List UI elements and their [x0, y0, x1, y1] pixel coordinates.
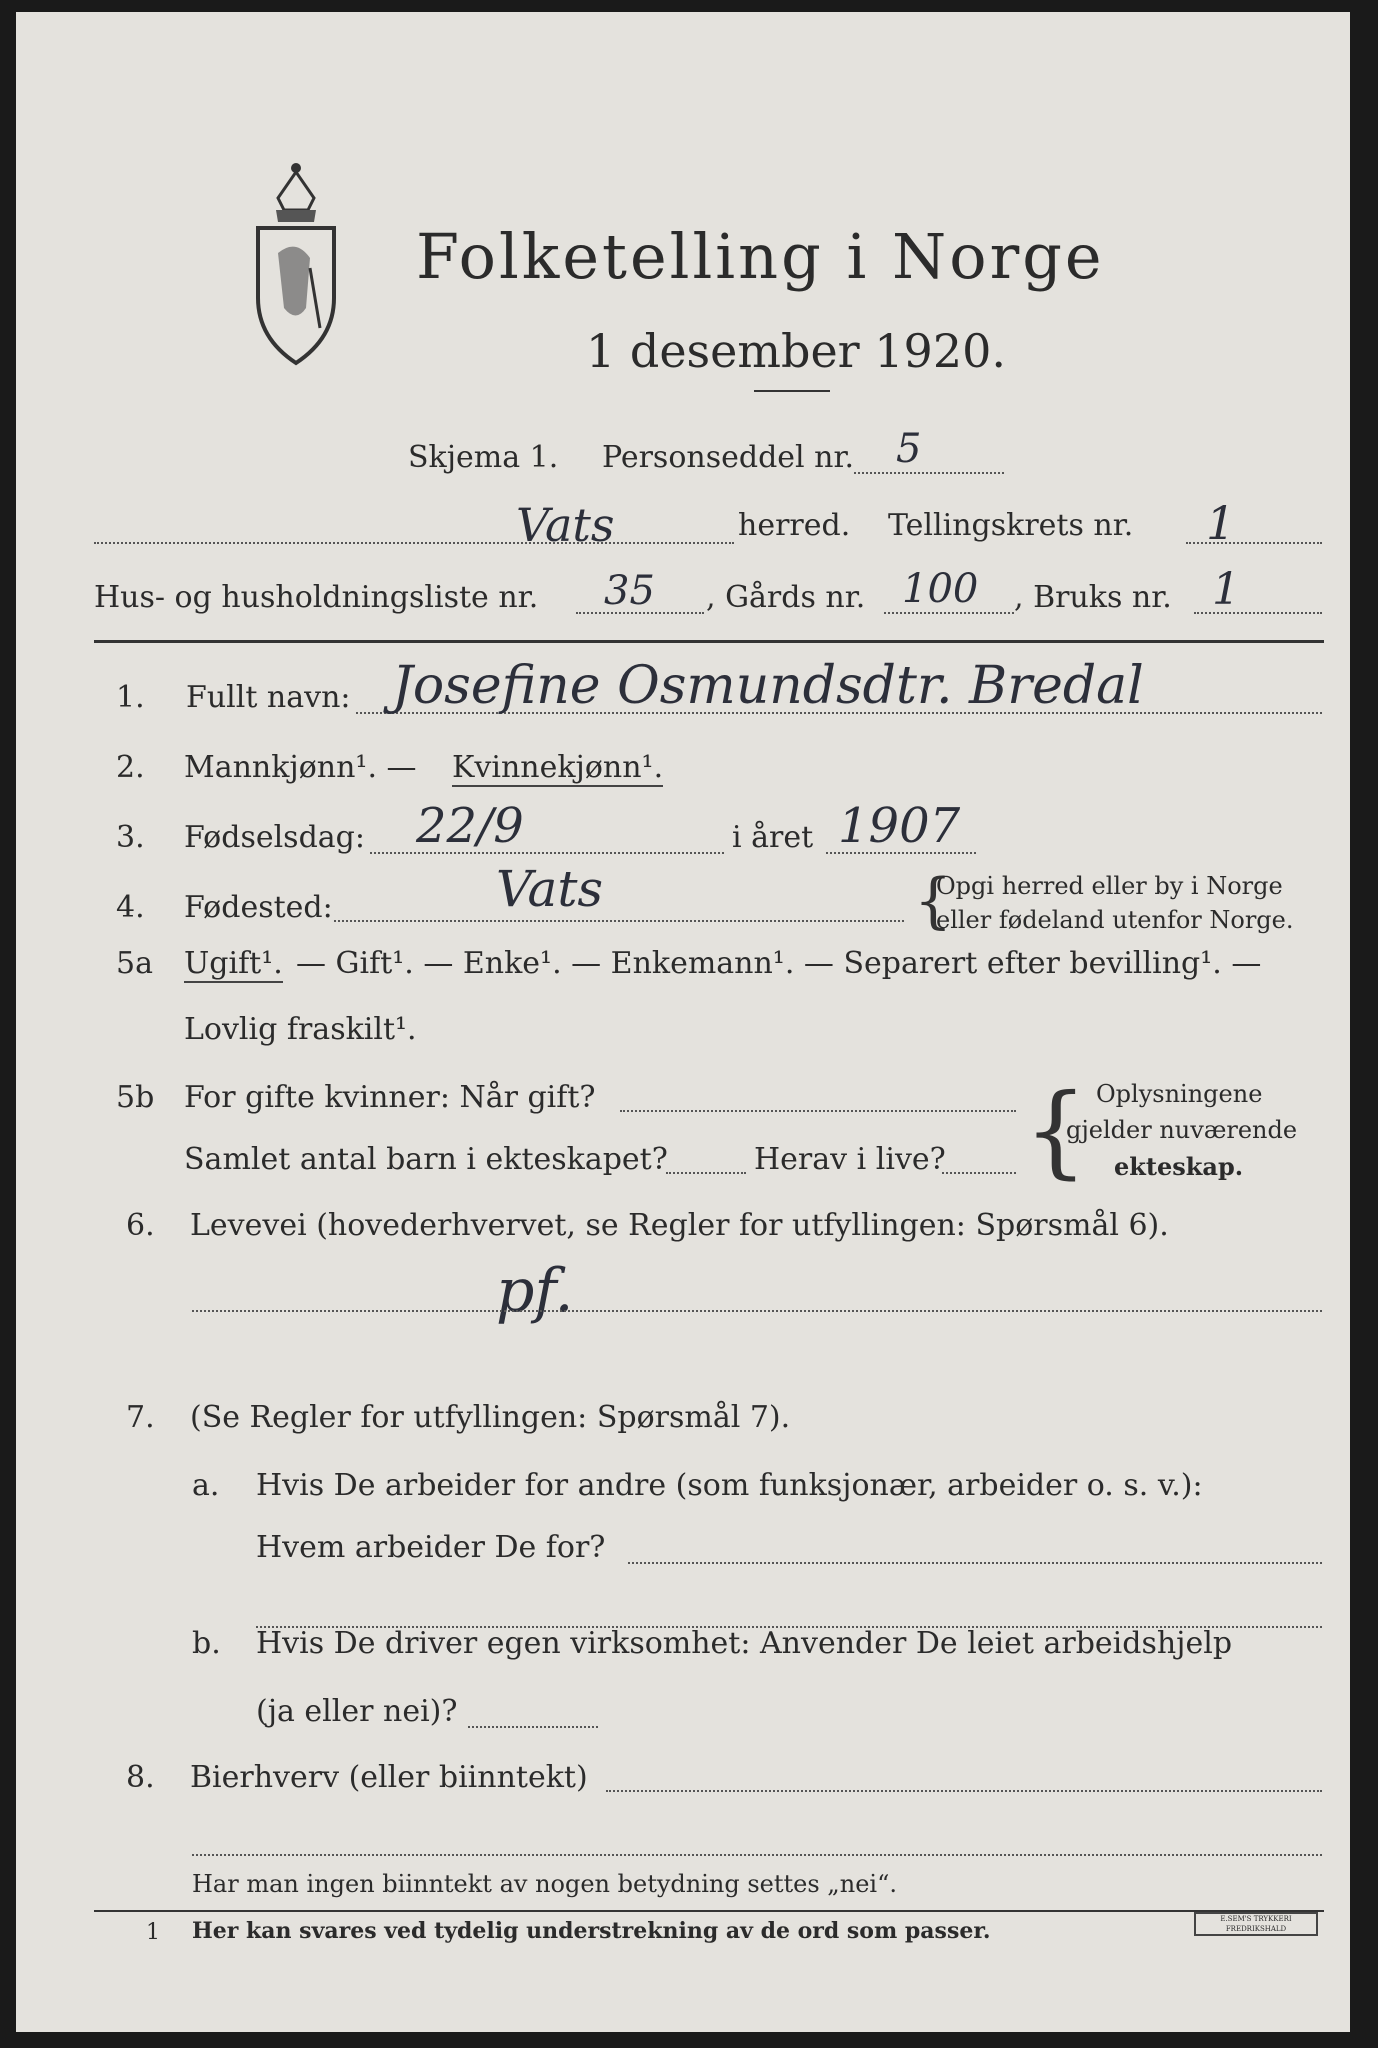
footnote-text: Her kan svares ved tydelig understrekning av de ord som passer.	[192, 1918, 991, 1944]
q5b-note-2: gjelder nuværende	[1066, 1116, 1298, 1144]
birthplace-value: Vats	[496, 860, 604, 918]
gender-male: Mannkjønn¹. —	[184, 750, 417, 785]
q7b-letter: b.	[192, 1626, 221, 1661]
brace-q5b: {	[1024, 1072, 1088, 1189]
herred-label: herred.	[738, 508, 851, 543]
date-underline	[754, 390, 830, 392]
footnote-mark: 1	[146, 1920, 160, 1945]
tellingskrets-value: 1	[1206, 496, 1236, 550]
q4-note-2: eller fødeland utenfor Norge.	[936, 906, 1294, 934]
husliste-label: Hus- og husholdningsliste nr.	[94, 580, 539, 615]
full-name-value: Josefine Osmundsdtr. Bredal	[392, 656, 1144, 716]
q7a-line-2: Hvem arbeider De for?	[256, 1530, 606, 1565]
footnote-divider	[94, 1910, 1324, 1912]
status-options: — Gift¹. — Enke¹. — Enkemann¹. — Separert efter bevilling¹. —	[296, 946, 1262, 981]
q7b-line-2: (ja eller nei)?	[256, 1694, 458, 1729]
q7b-line-1: Hvis De driver egen virksomhet: Anvender De leiet arbeidshjelp	[256, 1626, 1233, 1661]
schema-label: Skjema 1.	[408, 440, 559, 475]
census-form	[16, 12, 1350, 2032]
gards-value: 100	[902, 566, 979, 612]
status-ugift: Ugift¹.	[184, 946, 283, 981]
birthdate-value: 22/9	[416, 798, 524, 854]
q5a-number: 5a	[116, 946, 153, 981]
tellingskrets-label: Tellingskrets nr.	[888, 508, 1134, 543]
q7a-letter: a.	[192, 1468, 220, 1503]
herred-value: Vats	[516, 498, 615, 552]
gender-female: Kvinnekjønn¹.	[452, 750, 664, 785]
q3-label: Fødselsdag:	[184, 820, 365, 855]
q5b-number: 5b	[116, 1080, 155, 1115]
q7-number: 7.	[126, 1400, 155, 1435]
q8-label: Bierhverv (eller biinntekt)	[190, 1760, 588, 1795]
q3-number: 3.	[116, 820, 145, 855]
gards-label: , Gårds nr.	[706, 580, 866, 615]
q6-number: 6.	[126, 1208, 155, 1243]
q5b-line-1: For gifte kvinner: Når gift?	[184, 1080, 596, 1115]
header-divider	[94, 640, 1324, 643]
q7a-line-1: Hvis De arbeider for andre (som funksjonær, arbeider o. s. v.):	[256, 1468, 1203, 1503]
form-title: Folketelling i Norge	[416, 220, 1105, 293]
birth-year-value: 1907	[838, 798, 961, 854]
q5b-line-2b: Herav i live?	[754, 1142, 946, 1177]
personseddel-label: Personseddel nr.	[602, 440, 855, 475]
q6-label: Levevei (hovederhvervet, se Regler for utfyllingen: Spørsmål 6).	[190, 1208, 1169, 1243]
husliste-value: 35	[604, 568, 655, 614]
q5b-note-3: ekteskap.	[1114, 1152, 1244, 1181]
printer-stamp: E.SEM'S TRYKKERI FREDRIKSHALD	[1194, 1912, 1318, 1936]
q7-label: (Se Regler for utfyllingen: Spørsmål 7).	[190, 1400, 791, 1435]
q1-number: 1.	[116, 680, 145, 715]
bruks-value: 1	[1212, 564, 1240, 615]
q4-label: Fødested:	[184, 890, 333, 925]
q2-number: 2.	[116, 750, 145, 785]
census-date: 1 desember 1920.	[586, 324, 1006, 378]
q5b-note-1: Oplysningene	[1096, 1080, 1263, 1108]
q8-note: Har man ingen biinntekt av nogen betydning settes „nei“.	[192, 1870, 897, 1898]
q4-number: 4.	[116, 890, 145, 925]
q1-label: Fullt navn:	[186, 680, 351, 715]
occupation-value: pf.	[496, 1256, 574, 1326]
q5b-line-2a: Samlet antal barn i ekteskapet?	[184, 1142, 668, 1177]
brace-q4: {	[914, 866, 953, 936]
status-fraskilt: Lovlig fraskilt¹.	[184, 1012, 417, 1047]
bruks-label: , Bruks nr.	[1014, 580, 1172, 615]
year-label: i året	[732, 820, 814, 855]
q8-number: 8.	[126, 1760, 155, 1795]
q4-note-1: Opgi herred eller by i Norge	[936, 872, 1283, 900]
personseddel-value: 5	[896, 426, 922, 472]
coat-of-arms-icon	[248, 158, 344, 368]
